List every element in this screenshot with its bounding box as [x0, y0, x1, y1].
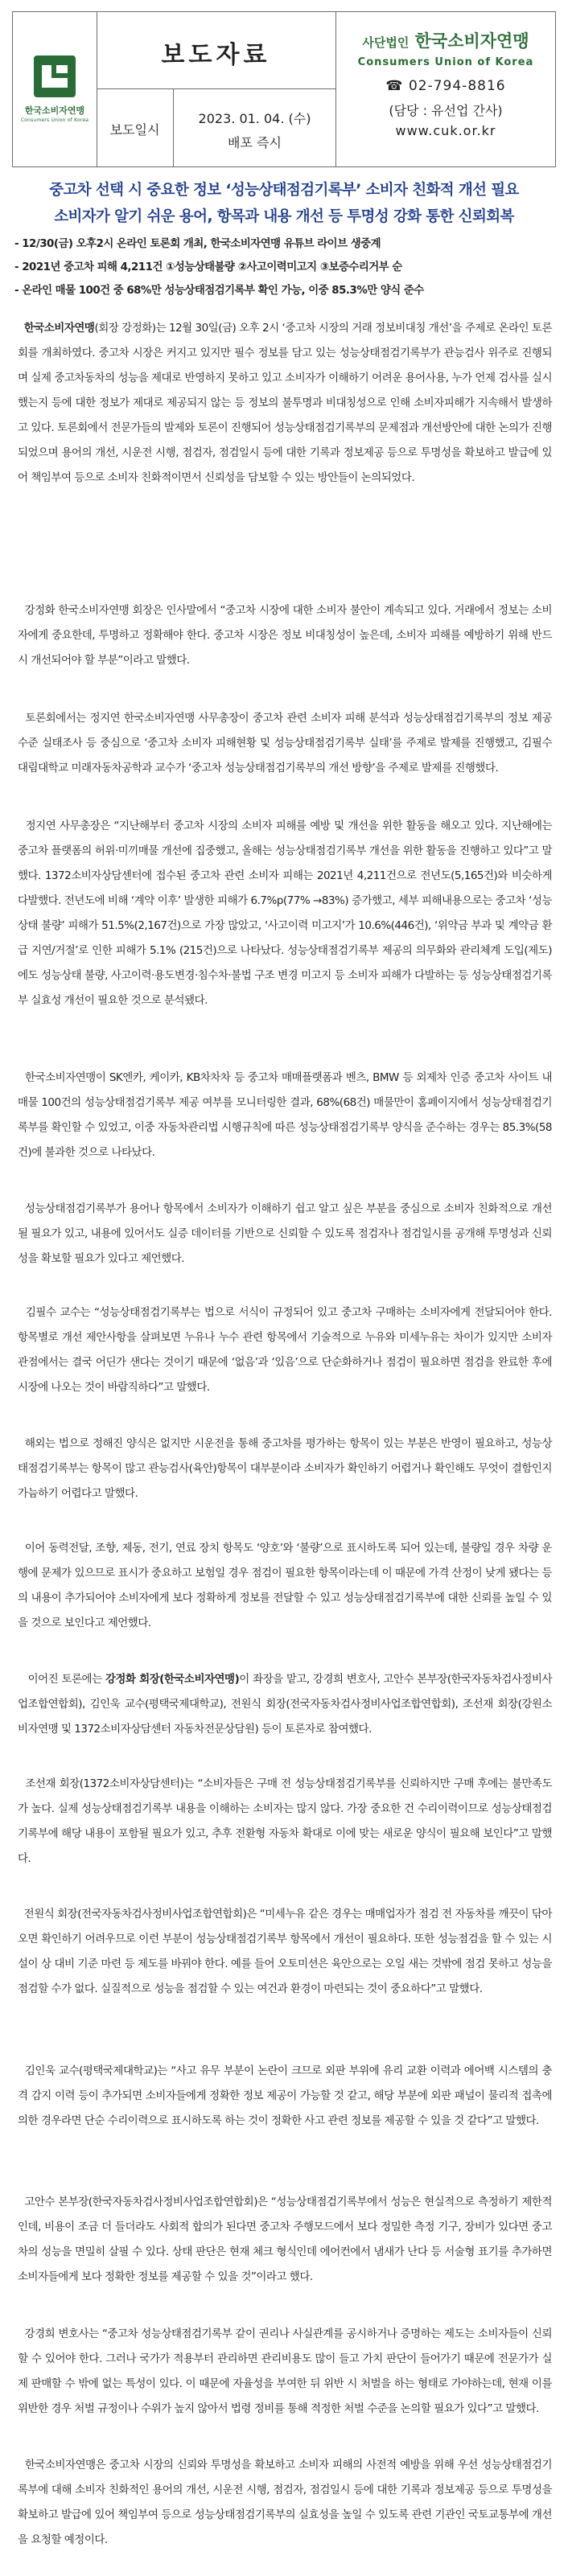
organization-english-name: Consumers Union of Korea [357, 56, 534, 68]
body-paragraph [18, 2059, 552, 2134]
body-paragraph [18, 1432, 552, 1506]
paragraph-text: 고안수 본부장(한국자동차검사정비사업조합연합회)은 “성능상태점검기록부에서 성능은 현실적으로 측정하기 제한적인데, 비용이 조금 더 들더라도 사회적 합의가 된다면 중고차 주행모드에서 보다 정밀한 측정 기구, 장비가 있다면 중고차의 성능을 면밀히 살필 수 있다. 상태 판단은 현재 체크 형식인데 에어컨에서 냄새가 난다 등 서술형 표기를 추가하면 소비자들에게 보다 정확한 정보를 제공할 수 있을 것”이라고 했다. [18, 2196, 552, 2283]
consumers-union-logo-icon [34, 55, 76, 97]
paragraph-text: (회장 강정화)는 12월 30일(금) 오후 2시 ‘중고차 시장의 거래 정보비대칭 개선’을 주제로 온라인 토론회를 개최하였다. 중고차 시장은 커지고 있지만 필수 정보를 담고 있는 성능상태점검기록부가 관능검사 위주로 진행되며 실제 중고차동차의 성능을 제대로 반영하지 못하고 있고 소비자가 이해하기 어려운 용어사용, 누가 언제 검사를 실시했는지 등에 대한 정보가 제대로 제공되지 않는 등 정보의 불투명과 비대칭성으로 인해 소비자피해가 지속해서 발생하고 있다. 토론회에서 전문가들의 발제와 토론이 진행되어 성능상태점검기록부의 문제점과 개선방안에 대한 논의가 진행되었으며 용어의 개선, 시운전 시행, 점검자, 점검일시 등에 대한 기록과 정보제공 등으로 투명성을 확보하고 발급에 있어 책임부여 등으로 소비자 친화적이면서 신뢰성을 담보할 수 있는 방안들이 논의되었다. [18, 322, 552, 484]
body-paragraph [18, 1667, 552, 1742]
organization-mention: 한국소비자연맹 [23, 322, 95, 335]
organization-prefix: 사단법인 [362, 35, 410, 50]
body-paragraph [18, 1772, 552, 1871]
body-paragraph [18, 2190, 552, 2290]
title-cell [97, 12, 336, 89]
logo-subtext: Consumers Union of Korea [20, 117, 89, 123]
summary-bullet: - 12/30(금) 오후2시 온라인 토론회 개최, 한국소비자연맹 유튜브 라이브 생중계 [14, 238, 381, 250]
logo-text: 한국소비자연맹 [24, 105, 85, 116]
website-link[interactable]: www.cuk.or.kr [395, 123, 496, 138]
body-paragraph [18, 706, 552, 781]
phone-number: ☎ 02-794-8816 [385, 78, 506, 94]
release-date: 2023. 01. 04. (수) [198, 111, 311, 126]
organization-cell [336, 12, 555, 166]
body-paragraph [18, 1300, 552, 1400]
paragraph-text: 강경희 변호사는 “중고차 성능상태점검기록부 같이 권리나 사실관계를 공시하거나 증명하는 제도는 소비자들이 신뢰할 수 있어야 한다. 그러나 국가가 적용부터 관리하면 관리비용도 많이 들고 가치 판단이 들어가기 때문에 전문가가 실제 판매할 수 밖에 없는 특성이 있다. 이 때문에 자율성을 부여한 뒤 위반 시 처벌을 하는 형태로 가야하는데, 현재 이를 위반한 경우 처벌 규정이나 수위가 높지 않아서 법령 정비를 통해 적정한 처벌 수준을 논의할 필요가 있다”고 말했다. [18, 2327, 552, 2415]
body-paragraph [18, 2322, 552, 2422]
paragraph-text: 성능상태점검기록부가 용어나 항목에서 소비자가 이해하기 쉽고 알고 싶은 부분을 중심으로 소비자 친화적으로 개선될 필요가 있고, 내용에 있어서도 실증 데이터를 기반으로 신뢰할 수 있도록 점검자나 점검일시를 공개해 투명성과 신뢰성을 확보할 필요가 있다고 제언했다. [18, 1202, 552, 1265]
paragraph-text: 강정화 한국소비자연맹 회장은 인사말에서 “중고차 시장에 대한 소비자 불안이 계속되고 있다. 거래에서 정보는 소비자에게 중요한데, 투명하고 정확해야 한다. 중고차 시장은 정보 비대칭성이 높은데, 소비자 피해를 예방하기 위해 반드시 개선되어야 할 부분”이라고 말했다. [18, 604, 552, 667]
contact-person: (담당 : 유선업 간사) [389, 103, 503, 118]
paragraph-text: 김필수 교수는 “성능상태점검기록부는 법으로 서식이 규정되어 있고 중고차 구매하는 소비자에게 전달되어야 한다. 항목별로 개선 제안사항을 살펴보면 누유나 누수 관련 항목에서 기술적으로 누유와 미세누유는 차이가 있지만 소비자 관점에서는 결국 어딘가 샌다는 것이기 때문에 ‘없음’과 ‘있음’으로 단순화하거나 점검이 필요하면 점검을 완료한 후에 시장에 나오는 것이 바람직하다”고 말했다. [18, 1306, 552, 1394]
date-label: 보도일시 [109, 122, 160, 138]
paragraph-text: 조선재 회장(1372소비자상담센터)는 “소비자들은 구매 전 성능상태점검기록부를 신뢰하지만 구매 후에는 불만족도가 높다. 실제 성능상태점검기록부 내용을 이해하는 소비자는 많지 않다. 가장 중요한 건 수리이력이므로 성능상태점검기록부에 해당 내용이 포함될 필요가 있고, 추후 전환형 자동차 확대로 이에 맞는 새로운 양식이 필요해 보인다”고 말했다. [18, 1777, 552, 1865]
paragraph-text: 한국소비자연맹이 SK엔카, 케이카, KB차차차 등 중고차 매매플랫폼과 벤츠, BMW 등 외제차 인증 중고차 사이트 내 매물 100건의 성능상태점검기록부 제공 여부를 모니터링한 결과, 68%(68건) 매물만이 홈페이지에서 성능상태점검기록부를 확인할 수 있었고, 이중 자동차관리법 시행규칙에 따른 성능상태점검기록부 양식을 준수하는 경우는 85.3%(58건)에 불과한 것으로 나타났다. [18, 1071, 552, 1159]
body-paragraph [18, 598, 552, 673]
date-label-cell [97, 89, 174, 166]
paragraph-text: 이 좌장을 맡고, 강경희 변호사, 고안수 본부장(한국자동차검사정비사업조합연합회), 김인욱 교수(평택국제대학교), 전원식 회장(전국자동차검사정비사업조합연합회), 조선재 회장(강원소비자연맹 및 1372소비자상담센터 자동차전문상담원) 등이 토론자로 참여했다. [18, 1673, 553, 1736]
body-paragraph [18, 316, 552, 491]
body-paragraph [18, 814, 552, 1013]
body-paragraph [18, 2453, 552, 2553]
press-release-header [12, 11, 556, 167]
paragraph-text: 이어 동력전달, 조향, 제동, 전기, 연료 장치 항목도 ‘양호’와 ‘불량’으로 표시하도록 되어 있는데, 불량일 경우 차량 운행에 문제가 있으므로 표시가 중요하고 보험일 경우 점검이 필요한 항목이라는데 이 때문에 가격 산정이 낮게 됐다는 등의 내용이 추가되어야 소비자에게 보다 정확하게 정보를 전달할 수 있고 성능상태점검기록부에 대한 신뢰를 높일 수 있을 것으로 보인다고 제언했다. [18, 1542, 552, 1629]
body-paragraph [18, 1902, 552, 2002]
organization-name [336, 28, 555, 52]
logo-cell [13, 12, 97, 166]
body-paragraph [18, 1197, 552, 1272]
body-paragraph [18, 1066, 552, 1165]
paragraph-text: 전원식 회장(전국자동차검사정비사업조합연합회)은 “미세누유 같은 경우는 매매업자가 점검 전 자동차를 깨끗이 닦아오면 확인하기 어려우므로 이런 부분이 성능상태점검기록부 항목에서 개선이 필요하다. 또한 성능점검을 할 수 있는 시설이 상 대비 기준 마련 등 제도를 바꿔야 한다. 예를 들어 오토미션은 육안으로는 오일 새는 것밖에 점검 못하고 성능을 점검할 수가 없다. 실질적으로 성능을 점검할 수 있는 여건과 환경이 마련되는 것이 중요하다”고 말했다. [18, 1908, 552, 1995]
headline-line-1: 중고차 선택 시 중요한 정보 ‘성능상태점검기록부’ 소비자 친화적 개선 필요 [49, 182, 519, 199]
moderator-mention: 강정화 회장(한국소비자연맹) [105, 1673, 240, 1686]
paragraph-text: 정지연 사무총장은 “지난해부터 중고차 시장의 소비자 피해를 예방 및 개선을 위한 활동을 해오고 있다. 지난해에는 중고차 플랫폼의 허위·미끼매물 개선에 집중했고, 올해는 성능상태점검기록부 개선을 위한 활동을 진행하고 있다”고 말했다. 1372소비자상담센터에 접수된 중고차 관련 소비자 피해는 2021년 4,211건으로 전년도(5,165건)와 비슷하게 다발했다. 전년도에 비해 ‘계약 이후’ 발생한 피해가 6.7%p(77% →83%) 증가했고, 세부 피해내용으로는 중고차 ‘성능상태 불량’ 피해가 51.5%(2,167건)으로 가장 많았고, ‘사고이력 미고지’가 10.6%(446건), ‘위약금 부과 및 계약금 환급 지연/거절’로 인한 피해가 5.1% (215건)으로 나타났다. 성능상태점검기록부 제공의 의무화와 관리체계 도입(제도)에도 성능상태 불량, 사고이력·용도변경·침수차·불법 구조 변경 미고지 등 소비자 피해가 다발하는 등 성능상태점검기록부 실효성 개선이 필요한 것으로 분석됐다. [18, 820, 552, 1007]
document-title: 보도자료 [161, 41, 271, 69]
summary-bullet: - 2021년 중고차 피해 4,211건 ①성능상태불량 ②사고이력미고지 ③보증수리거부 순 [14, 261, 402, 273]
headline-line-2: 소비자가 알기 쉬운 용어, 항목과 내용 개선 등 투명성 강화 통한 신뢰회복 [54, 208, 514, 225]
date-value-cell [174, 89, 336, 166]
paragraph-text: 김인욱 교수(평택국제대학교)는 “사고 유무 부분이 논란이 크므로 외판 부위에 유리 교환 이력과 에어백 시스템의 충격 감지 이력 등이 추가되면 소비자들에게 정확한 정보 제공이 가능할 것 같고, 해당 부분에 외판 패널이 물리적 접촉에 의한 경우라면 단순 수리이력으로 표시하도록 하는 것이 정확한 사고 관련 정보를 제공할 수 있을 것 같다”고 말했다. [18, 2064, 552, 2127]
summary-bullet: - 온라인 매물 100건 중 68%만 성능상태점검기록부 확인 가능, 이중 85.3%만 양식 준수 [14, 285, 424, 297]
organization-name-text: 한국소비자연맹 [414, 31, 529, 51]
release-timing: 배포 즉시 [228, 135, 282, 150]
paragraph-text: 해외는 법으로 정해진 양식은 없지만 시운전을 통해 중고차를 평가하는 항목이 있는 부분은 반영이 필요하고, 성능상태점검기록부는 항목이 많고 관능검사(육안)항목이 대부분이라 소비자가 확인하기 어렵거나 확인해도 무엇이 결함인지 가늠하기 어렵다고 말했다. [18, 1437, 552, 1500]
paragraph-text: 한국소비자연맹은 중고차 시장의 신뢰와 투명성을 확보하고 소비자 피해의 사전적 예방을 위해 우선 성능상태점검기록부에 대해 소비자 친화적인 용어의 개선, 시운전 시행, 점검자, 점검일시 등에 대한 기록과 정보제공 등으로 투명성을 확보하고 발급에 있어 책임부여 등으로 성능상태점검기록부의 실효성을 높일 수 있도록 관련 기관인 국토교통부에 개선을 요청할 예정이다. [18, 2459, 552, 2546]
paragraph-text: 토론회에서는 정지연 한국소비자연맹 사무총장이 중고차 관련 소비자 피해 분석과 성능상태점검기록부의 정보 제공 수준 실태조사 등 중심으로 ‘중고차 소비자 피해현황 및 성능상태점검기록부 실태’를 주제로 발제를 진행했고, 김필수 대림대학교 미래자동차공학과 교수가 ‘중고차 성능상태점검기록부의 개선 방향’을 주제로 발제를 진행했다. [18, 712, 552, 774]
body-paragraph [18, 1536, 552, 1636]
paragraph-text: 이어진 토론에는 [27, 1673, 105, 1686]
